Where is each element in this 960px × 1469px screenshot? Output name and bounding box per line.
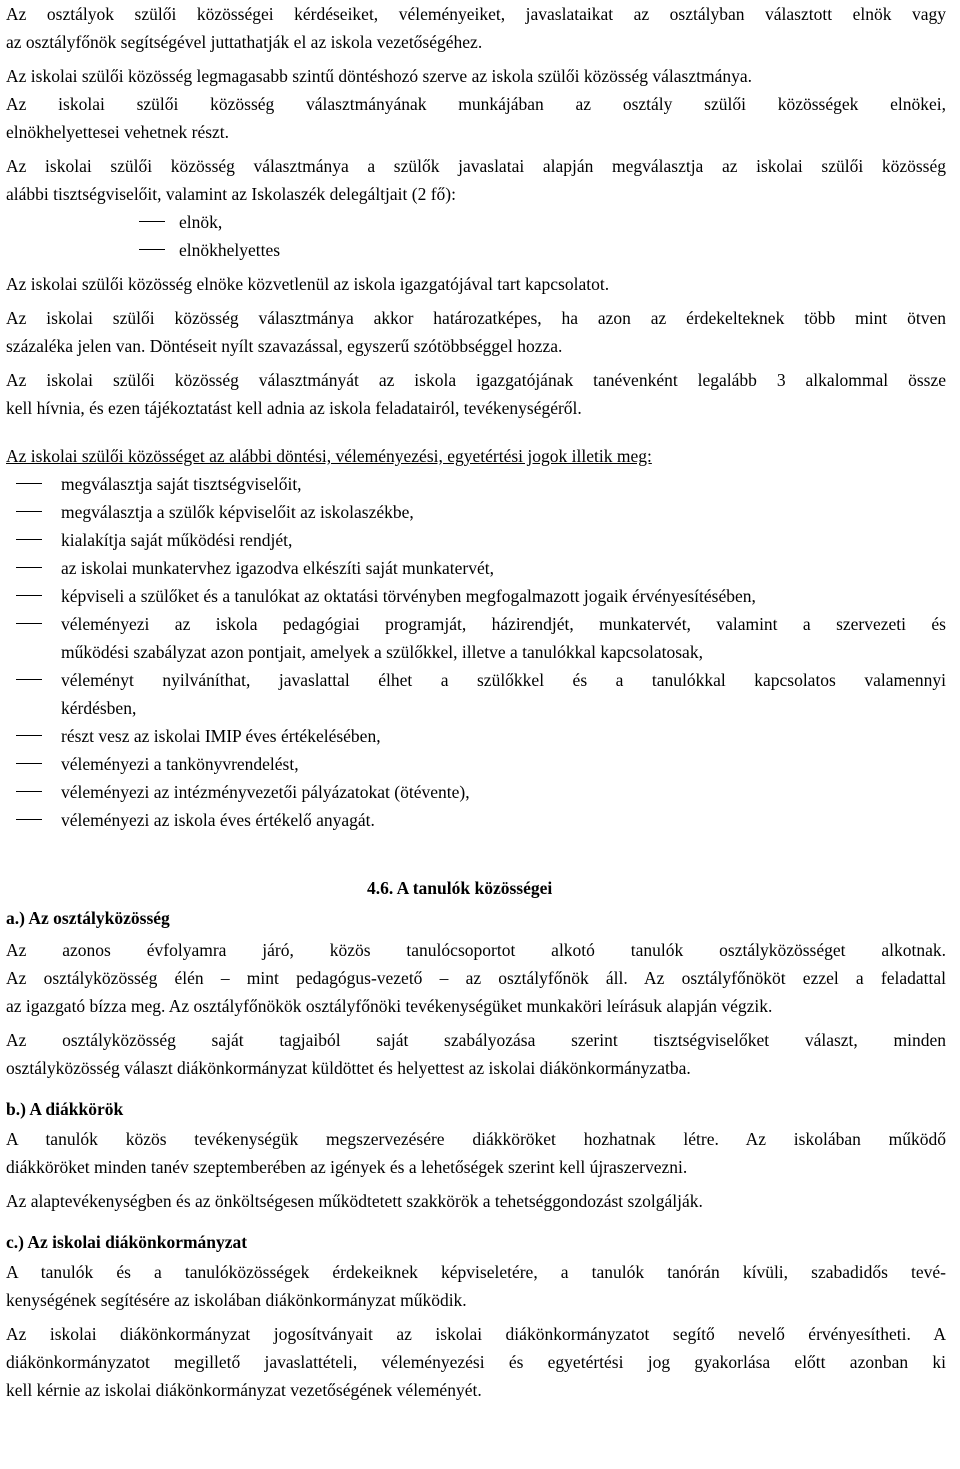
text-line: az osztályfőnök segítségével juttathatják el az iskola vezetőségéhez.: [6, 32, 483, 52]
list-item-text: elnökhelyettes: [179, 240, 281, 260]
list-item-text: kérdésben,: [61, 698, 137, 718]
paragraph-student-circles: [6, 1125, 946, 1181]
text-line: Az osztályközösség saját tagjaiból saját szabályozása szerint tisztségviselőket választ, minden: [6, 1030, 946, 1050]
text-line: Az iskolai szülői közösség választmányának munkájában az osztály szülői közösségek elnökei,: [6, 94, 946, 114]
text-line: elnökhelyettesei vehetnek részt.: [6, 122, 230, 142]
list-item-text: megválasztja saját tisztségviselőit,: [61, 474, 302, 494]
section-b-heading: b.) A diákkörök: [6, 1099, 124, 1119]
list-item: [6, 554, 946, 582]
list-item-text: részt vesz az iskolai IMIP éves értékelésében,: [61, 726, 381, 746]
text-line: Az iskolai szülői közösség választmánya a szülők javaslatai alapján megválasztja az iskolai szülői közösség: [6, 156, 946, 176]
text-line: Az osztályok szülői közösségei kérdéseiket, véleményeiket, javaslataikat az osztályban választott elnök vagy: [6, 4, 946, 24]
list-item-text: véleményezi az iskola pedagógiai programját, házirendjét, munkatervét, valamint a szervezeti és: [61, 614, 946, 634]
list-item: [6, 208, 946, 236]
dash-bullet-icon: [16, 483, 42, 484]
rights-list: [6, 470, 946, 834]
list-item: [6, 750, 946, 778]
paragraph-quorum: [6, 304, 946, 360]
paragraph-class-officers: [6, 1026, 946, 1082]
dash-bullet-icon: [16, 539, 42, 540]
list-item: [6, 498, 946, 526]
list-item-text: véleményezi az intézményvezetői pályázatokat (ötévente),: [61, 782, 470, 802]
dash-bullet-icon: [16, 567, 42, 568]
list-item-text: működési szabályzat azon pontjait, amelyek a szülőkkel, illetve a tanulókkal kapcsolatosak,: [61, 642, 703, 662]
text-line: A tanulók közös tevékenységük megszervezésére diákköröket hozhatnak létre. Az iskolában működő: [6, 1129, 946, 1149]
list-item: [6, 666, 946, 722]
officers-list: [6, 208, 946, 264]
section-c-heading: c.) Az iskolai diákönkormányzat: [6, 1232, 248, 1252]
dash-bullet-icon: [16, 511, 42, 512]
dash-bullet-icon: [16, 791, 42, 792]
text-line: kenységének segítésére az iskolában diákönkormányzat működik.: [6, 1290, 467, 1310]
paragraph-talent-care: Az alaptevékenységben és az önköltségesen működtetett szakkörök a tehetséggondozást szolgálják.: [6, 1191, 703, 1211]
list-item-text: véleményt nyilváníthat, javaslattal élhet a szülőkkel és a tanulókkal kapcsolatos valamennyi: [61, 670, 946, 690]
text-line: diákköröket minden tanév szeptemberében az igények és a lehetőségek szerint kell újraszervezni.: [6, 1157, 688, 1177]
list-item-text: véleményezi az iskola éves értékelő anyagát.: [61, 810, 375, 830]
list-item: [6, 526, 946, 554]
list-item: [6, 236, 946, 264]
list-item-text: kialakítja saját működési rendjét,: [61, 530, 293, 550]
text-line: százaléka jelen van. Döntéseit nyílt szavazással, egyszerű szótöbbséggel hozza.: [6, 336, 563, 356]
list-item: [6, 610, 946, 666]
paragraph-council-rights: [6, 1320, 946, 1404]
text-line: az igazgató bízza meg. Az osztályfőnökök osztályfőnöki tevékenységüket munkaköri leírásuk alapján végzik.: [6, 996, 773, 1016]
paragraph-convene: [6, 366, 946, 422]
text-line: kell kérnie az iskolai diákönkormányzat vezetőségének véleményét.: [6, 1380, 482, 1400]
dash-bullet-icon: [16, 819, 42, 820]
dash-bullet-icon: [16, 763, 42, 764]
paragraph-board: [6, 62, 946, 146]
list-item-text: képviseli a szülőket és a tanulókat az oktatási törvényben megfogalmazott jogaik érvényesítésében,: [61, 586, 756, 606]
dash-bullet-icon: [16, 679, 42, 680]
paragraph-chair-contact: Az iskolai szülői közösség elnöke közvetlenül az iskola igazgatójával tart kapcsolatot.: [6, 274, 610, 294]
dash-bullet-icon: [16, 735, 42, 736]
list-item-text: az iskolai munkatervhez igazodva elkészíti saját munkatervét,: [61, 558, 494, 578]
paragraph-class-parents: [6, 0, 946, 56]
paragraph-class-community: [6, 936, 946, 1020]
list-item: [6, 806, 946, 834]
list-item-text: elnök,: [179, 212, 223, 232]
text-line: Az iskolai szülői közösség választmányát az iskola igazgatójának tanévenként legalább 3 alkalommal össze: [6, 370, 946, 390]
section-a-heading: a.) Az osztályközösség: [6, 908, 170, 928]
text-line: diákönkormányzatot megillető javaslattételi, véleményezési és egyetértési jog gyakorlása előtt azonban ki: [6, 1352, 946, 1372]
list-item: [6, 778, 946, 806]
list-item: [6, 582, 946, 610]
list-item: [6, 470, 946, 498]
rights-heading: Az iskolai szülői közösséget az alábbi döntési, véleményezési, egyetértési jogok illetik meg:: [6, 446, 652, 466]
dash-bullet-icon: [16, 595, 42, 596]
text-line: alábbi tisztségviselőit, valamint az Iskolaszék delegáltjait (2 fő):: [6, 184, 456, 204]
dash-bullet-icon: [139, 221, 165, 222]
text-line: Az iskolai szülői közösség legmagasabb szintű döntéshozó szerve az iskola szülői közösség választmánya.: [6, 66, 752, 86]
text-line: A tanulók és a tanulóközösségek érdekeiknek képviseletére, a tanulók tanórán kívüli, szabadidős tevé-: [6, 1262, 946, 1282]
list-item-text: megválasztja a szülők képviselőit az iskolaszékbe,: [61, 502, 414, 522]
paragraph-student-council: [6, 1258, 946, 1314]
list-item: [6, 722, 946, 750]
list-item-text: véleményezi a tankönyvrendelést,: [61, 754, 299, 774]
paragraph-officers: [6, 152, 946, 208]
text-line: Az osztályközösség élén – mint pedagógus-vezető – az osztályfőnök áll. Az osztályfőnököt ezzel a feladattal: [6, 968, 946, 988]
dash-bullet-icon: [139, 249, 165, 250]
text-line: Az iskolai szülői közösség választmánya akkor határozatképes, ha azon az érdekelteknek több mint ötven: [6, 308, 946, 328]
text-line: kell hívnia, és ezen tájékoztatást kell adnia az iskola feladatairól, tevékenységéről.: [6, 398, 582, 418]
text-line: Az azonos évfolyamra járó, közös tanulócsoportot alkotó tanulók osztályközösséget alkotnak.: [6, 940, 946, 960]
text-line: osztályközösség választ diákönkormányzat küldöttet és helyettest az iskolai diákönkormányzatba.: [6, 1058, 691, 1078]
section-title: 4.6. A tanulók közösségei: [367, 878, 553, 898]
dash-bullet-icon: [16, 623, 42, 624]
text-line: Az iskolai diákönkormányzat jogosítványait az iskolai diákönkormányzatot segítő nevelő érvényesítheti. A: [6, 1324, 946, 1344]
